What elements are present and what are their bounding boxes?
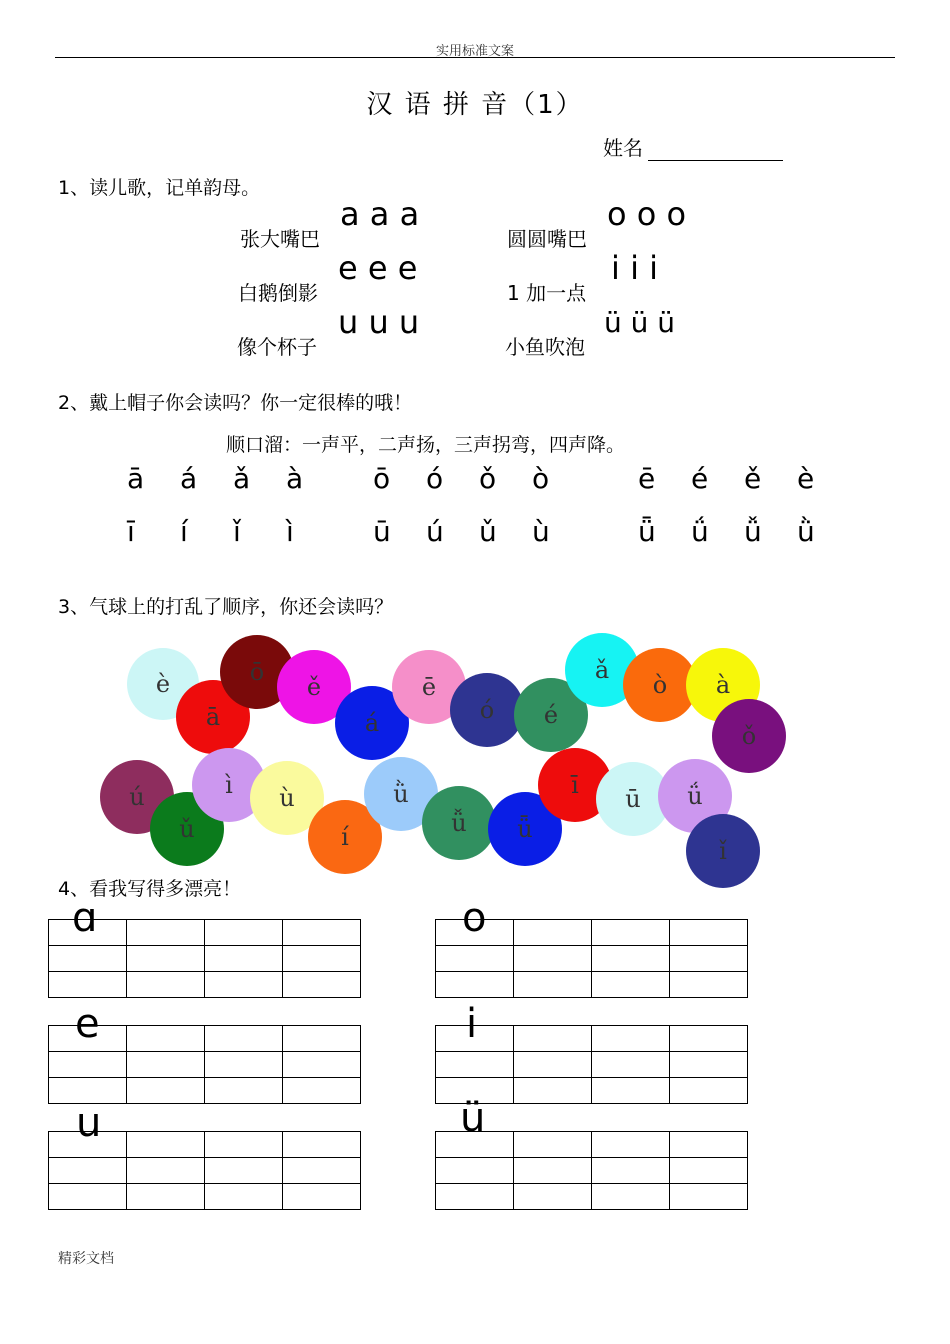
- writing-letter-o: o: [462, 895, 487, 941]
- q1-label-v: 小鱼吹泡: [505, 335, 585, 359]
- balloon: [422, 786, 496, 860]
- balloon-label: ǔ: [179, 815, 195, 843]
- q1-label-o: 圆圆嘴巴: [507, 227, 587, 251]
- balloon-label: ǒ: [741, 722, 757, 750]
- balloon-label: ǘ: [687, 782, 703, 810]
- q1-label-e: 白鹅倒影: [238, 281, 318, 305]
- balloon-label: ò: [652, 671, 668, 699]
- balloon-label: ì: [225, 771, 233, 799]
- tone-mark: é: [691, 462, 709, 495]
- balloon-label: ǎ: [594, 656, 610, 684]
- tone-mark: ó: [426, 462, 444, 495]
- page-footer: 精彩文档: [58, 1251, 114, 1267]
- balloon-label: ī: [571, 771, 579, 799]
- q1-letters-a: a a a: [340, 195, 420, 233]
- balloon-label: ú: [129, 783, 145, 811]
- balloon: [686, 814, 760, 888]
- writing-grid-o[interactable]: [435, 919, 748, 998]
- balloon-label: ǐ: [719, 837, 727, 865]
- tone-mark: è: [797, 462, 815, 495]
- writing-letter-a: ɑ: [72, 895, 98, 941]
- header-divider: [55, 57, 895, 58]
- tone-mark: ù: [532, 515, 550, 548]
- tone-mark: ò: [532, 462, 550, 495]
- tone-mark: á: [180, 462, 198, 495]
- tone-mark: ǖ: [638, 515, 656, 548]
- name-label: 姓名: [603, 136, 643, 160]
- balloon-label: ě: [306, 673, 322, 701]
- tone-mark: í: [180, 515, 188, 548]
- tone-mark: à: [286, 462, 304, 495]
- balloon-label: è: [155, 670, 171, 698]
- q1-letters-i: i i i: [611, 249, 659, 287]
- tone-mark: ǘ: [691, 515, 709, 548]
- balloon-label: é: [543, 701, 559, 729]
- tone-mark: ǚ: [744, 515, 762, 548]
- writing-grid-e[interactable]: [48, 1025, 361, 1104]
- q2-rhyme: 顺口溜：一声平，二声扬，三声拐弯，四声降。: [226, 434, 626, 456]
- writing-letter-e: e: [75, 1001, 100, 1047]
- writing-letter-v: ü: [460, 1095, 486, 1141]
- balloon-label: ó: [479, 696, 495, 724]
- worksheet-title: 汉 语 拼 音（1）: [366, 90, 584, 120]
- q1-label-u: 像个杯子: [237, 335, 317, 359]
- tone-mark: ī: [127, 515, 135, 548]
- tone-mark: ǐ: [233, 515, 241, 548]
- balloon-label: ō: [249, 658, 265, 686]
- name-input-line[interactable]: [648, 160, 783, 161]
- balloon-label: ā: [205, 703, 221, 731]
- balloon: [450, 673, 524, 747]
- tone-mark: ō: [373, 462, 391, 495]
- tone-mark: ǜ: [797, 515, 815, 548]
- writing-grid-u[interactable]: [48, 1131, 361, 1210]
- balloon-label: à: [715, 671, 731, 699]
- balloon-label: í: [341, 823, 349, 851]
- tone-mark: ǎ: [233, 462, 251, 495]
- q1-letters-v: ü ü ü: [604, 306, 676, 339]
- page-header: 实用标准文案: [435, 44, 514, 59]
- tone-mark: ū: [373, 515, 391, 548]
- writing-letter-i: i: [466, 1001, 478, 1047]
- balloon-label: á: [364, 709, 380, 737]
- q3-heading: 3、气球上的打乱了顺序，你还会读吗？: [58, 596, 394, 618]
- q1-letters-o: o o o: [607, 195, 687, 233]
- q2-heading: 2、戴上帽子你会读吗？你一定很棒的哦！: [58, 392, 413, 414]
- balloon-label: ǜ: [393, 780, 409, 808]
- q4-heading: 4、看我写得多漂亮！: [58, 878, 242, 900]
- tone-mark: ǔ: [479, 515, 497, 548]
- writing-grid-i[interactable]: [435, 1025, 748, 1104]
- balloon-label: ù: [279, 784, 295, 812]
- q1-heading: 1、读儿歌，记单韵母。: [58, 177, 261, 199]
- balloon-label: ǖ: [517, 815, 533, 843]
- writing-grid-v[interactable]: [435, 1131, 748, 1210]
- tone-mark: ě: [744, 462, 762, 495]
- writing-letter-u: u: [76, 1100, 102, 1146]
- tone-mark: ì: [286, 515, 294, 548]
- balloon-label: ǚ: [451, 809, 467, 837]
- balloon-label: ē: [421, 673, 437, 701]
- balloon: [712, 699, 786, 773]
- q1-label-a: 张大嘴巴: [240, 227, 320, 251]
- q1-letters-u: u u u: [338, 303, 420, 341]
- tone-mark: ú: [426, 515, 444, 548]
- q1-letters-e: e e e: [338, 249, 418, 287]
- tone-mark: ǒ: [479, 462, 497, 495]
- q1-label-i: 1 加一点: [507, 281, 587, 305]
- writing-grid-a[interactable]: [48, 919, 361, 998]
- tone-mark: ā: [127, 462, 145, 495]
- balloon-label: ū: [625, 785, 641, 813]
- tone-mark: ē: [638, 462, 656, 495]
